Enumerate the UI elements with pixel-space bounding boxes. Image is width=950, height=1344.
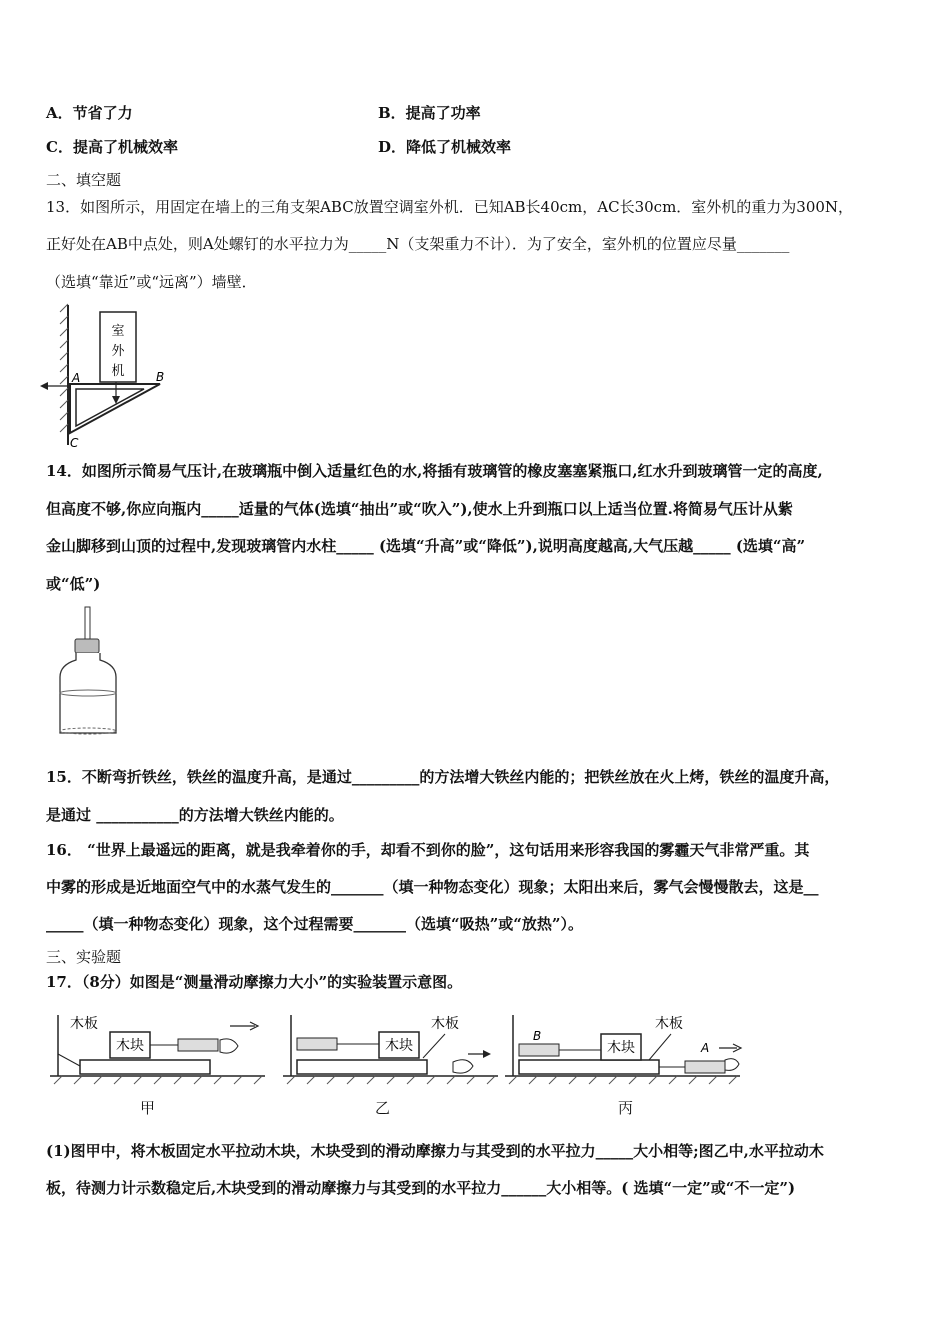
label-a: A <box>72 371 81 385</box>
section-title-fill-blank: 二、填空题 <box>46 171 122 189</box>
unit-char-1: 室 <box>111 324 125 339</box>
board-label: 木板 <box>655 1016 683 1032</box>
q14-barometer-figure <box>50 605 130 740</box>
q14-line-1: 14．如图所示简易气压计,在玻璃瓶中倒入适量红色的水,将插有玻璃管的橡皮塞塞紧瓶口,红水升到玻璃管一定的高度, <box>46 462 823 480</box>
q16-line-2: 中雾的形成是近地面空气中的水蒸气发生的_______（填一种物态变化）现象；太阳出来后，雾气会慢慢散去，这是__ <box>46 878 819 896</box>
q13-line-3: （选填“靠近”或“远离”）墙壁． <box>46 273 257 291</box>
section-title-experiment: 三、实验题 <box>46 948 122 966</box>
q17-paragraph-1: (1)图甲中，将木板固定水平拉动木块，木块受到的滑动摩擦力与其受到的水平拉力_____大小相等;图乙中,水平拉动木 <box>46 1142 824 1160</box>
unit-char-2: 外 <box>111 344 125 359</box>
option-d: D．降低了机械效率 <box>378 138 512 156</box>
q14-line-4: 或“低”) <box>46 575 101 593</box>
label-b: B <box>156 370 165 384</box>
q13-bracket-figure <box>38 300 173 450</box>
q13-line-1: 13．如图所示，用固定在墙上的三角支架ABC放置空调室外机．已知AB长40cm，AC长30cm．室外机的重力为300N， <box>46 198 854 216</box>
q14-line-2: 但高度不够,你应向瓶内_____适量的气体(选填“抽出”或“吹入”),使水上升到瓶口以上适当位置.将简易气压计从紫 <box>46 500 793 518</box>
unit-char-3: 机 <box>111 364 125 379</box>
q15-line-1: 15．不断弯折铁丝，铁丝的温度升高，是通过_________的方法增大铁丝内能的；把铁丝放在火上烤，铁丝的温度升高， <box>46 768 840 786</box>
q17-figure-yi <box>283 1010 503 1088</box>
q14-line-3: 金山脚移到山顶的过程中,发现玻璃管内水柱_____ (选填“升高”或“降低”),说明高度越高,大气压越_____ (选填“高” <box>46 537 806 555</box>
q13-line-2: 正好处在AB中点处，则A处螺钉的水平拉力为_____N（支架重力不计）．为了安全，室外机的位置应尽量_______ <box>46 235 790 253</box>
caption-yi: 乙 <box>375 1099 391 1117</box>
caption-jia: 甲 <box>140 1099 156 1117</box>
option-c: C．提高了机械效率 <box>46 138 178 156</box>
spring-label-a: A <box>701 1041 710 1055</box>
caption-bing: 丙 <box>618 1099 634 1117</box>
q17-line-1: 17．（8分）如图是“测量滑动摩擦力大小”的实验装置示意图。 <box>46 973 463 991</box>
q17-paragraph-2: 板，待测力计示数稳定后,木块受到的滑动摩擦力与其受到的水平拉力______大小相等。( 选填“一定”或“不一定”) <box>46 1179 796 1197</box>
block-label: 木块 <box>116 1038 144 1054</box>
spring-label-b: B <box>533 1029 542 1043</box>
option-b: B．提高了功率 <box>378 104 481 122</box>
board-label: 木板 <box>70 1016 98 1032</box>
board-label: 木板 <box>431 1016 459 1032</box>
label-c: C <box>70 436 79 450</box>
q17-figure-jia <box>50 1010 270 1088</box>
block-label: 木块 <box>385 1038 413 1054</box>
q17-figure-bing <box>505 1010 745 1088</box>
q15-line-2: 是通过 ___________的方法增大铁丝内能的。 <box>46 806 344 824</box>
q16-line-1: 16． “世界上最遥远的距离，就是我牵着你的手，却看不到你的脸”，这句话用来形容我国的雾霾天气非常严重。其 <box>46 841 810 859</box>
block-label: 木块 <box>607 1040 635 1056</box>
q16-line-3: _____（填一种物态变化）现象，这个过程需要_______（选填“吸热”或“放热”）。 <box>46 915 584 933</box>
option-a: A．节省了力 <box>46 104 133 122</box>
